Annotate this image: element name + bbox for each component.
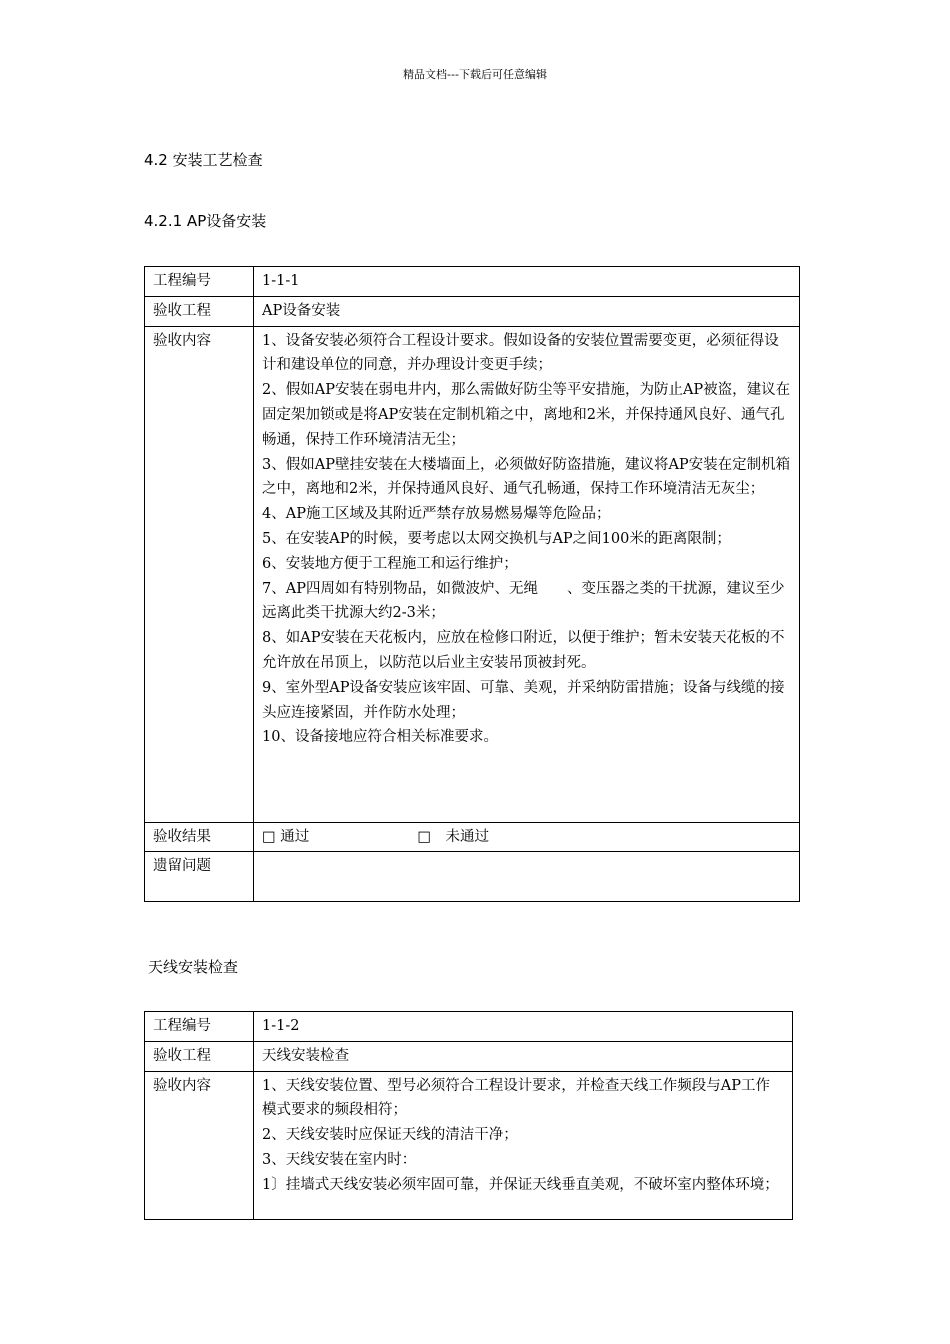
pass-checkbox[interactable]: □ 通过 — [262, 828, 310, 845]
ap-acceptance-table — [144, 266, 800, 902]
subsection-title: 4.2.1 AP设备安装 — [144, 212, 267, 230]
content-item: 7、AP四周如有特别物品，如微波炉、无绳 、变压器之类的干扰源，建议至少远离此类干扰源大约2-3米； — [262, 580, 785, 622]
content-item: 9、室外型AP设备安装应该牢固、可靠、美观，并采纳防雷措施；设备与线缆的接头应连接紧固，并作防水处理； — [262, 679, 785, 721]
section-title: 4.2 安装工艺检查 — [144, 151, 263, 169]
result-label: 验收结果 — [145, 822, 254, 852]
content-item: 3、假如AP壁挂安装在大楼墙面上，必须做好防盗措施，建议将AP安装在定制机箱之中，离地和2米，并保持通风良好、通气孔畅通，保持工作环境清洁无灰尘； — [262, 456, 791, 498]
table-row — [145, 822, 800, 852]
project-label: 验收工程 — [145, 1041, 254, 1071]
table-row — [145, 1071, 793, 1219]
project-no-value: 1-1-2 — [254, 1012, 793, 1042]
content-item: 2、假如AP安装在弱电井内，那么需做好防尘等平安措施，为防止AP被盗，建议在固定架加锁或是将AP安装在定制机箱之中，离地和2米，并保持通风良好、通气孔畅通，保持工作环境清洁无尘； — [262, 382, 791, 448]
table-row — [145, 1041, 793, 1071]
project-no-value: 1-1-1 — [254, 267, 800, 297]
content-item: 8、如AP安装在天花板内，应放在检修口附近，以便于维护；暂未安装天花板的不允许放在吊顶上，以防范以后业主安装吊顶被封死。 — [262, 630, 785, 671]
content-item: 5、在安装AP的时候，要考虑以太网交换机与AP之间100米的距离限制； — [262, 530, 731, 547]
project-no-label: 工程编号 — [145, 1012, 254, 1042]
content-item: 6、安装地方便于工程施工和运行维护； — [262, 555, 518, 572]
table-row — [145, 852, 800, 902]
table-row — [145, 326, 800, 822]
fail-checkbox[interactable]: □ 未通过 — [417, 828, 490, 845]
content-item: 2、天线安装时应保证天线的清洁干净； — [262, 1127, 518, 1144]
antenna-section-title: 天线安装检查 — [148, 958, 239, 976]
content-cell — [254, 326, 800, 822]
table-row — [145, 267, 800, 297]
page-header: 精品文档---下载后可任意编辑 — [403, 68, 547, 81]
project-no-label: 工程编号 — [145, 267, 254, 297]
content-label: 验收内容 — [145, 1071, 254, 1219]
content-item: 4、AP施工区域及其附近严禁存放易燃易爆等危险品； — [262, 506, 611, 523]
content-item: 1〕挂墙式天线安装必须牢固可靠，并保证天线垂直美观，不破坏室内整体环境； — [262, 1176, 779, 1193]
project-value: 天线安装检查 — [254, 1041, 793, 1071]
result-cell — [254, 822, 800, 852]
content-item: 1、天线安装位置、型号必须符合工程设计要求，并检查天线工作频段与AP工作模式要求的频段相符； — [262, 1077, 770, 1119]
content-cell — [254, 1071, 793, 1219]
content-label: 验收内容 — [145, 326, 254, 822]
antenna-acceptance-table — [144, 1011, 793, 1220]
content-item: 1、设备安装必须符合工程设计要求。假如设备的安装位置需要变更，必须征得设计和建设单位的同意，并办理设计变更手续； — [262, 332, 779, 374]
issues-value — [254, 852, 800, 902]
table-row — [145, 1012, 793, 1042]
content-item: 3、天线安装在室内时： — [262, 1151, 417, 1168]
content-item: 10、设备接地应符合相关标准要求。 — [262, 729, 498, 746]
table-row — [145, 296, 800, 326]
project-label: 验收工程 — [145, 296, 254, 326]
project-value: AP设备安装 — [254, 296, 800, 326]
issues-label: 遗留问题 — [145, 852, 254, 902]
